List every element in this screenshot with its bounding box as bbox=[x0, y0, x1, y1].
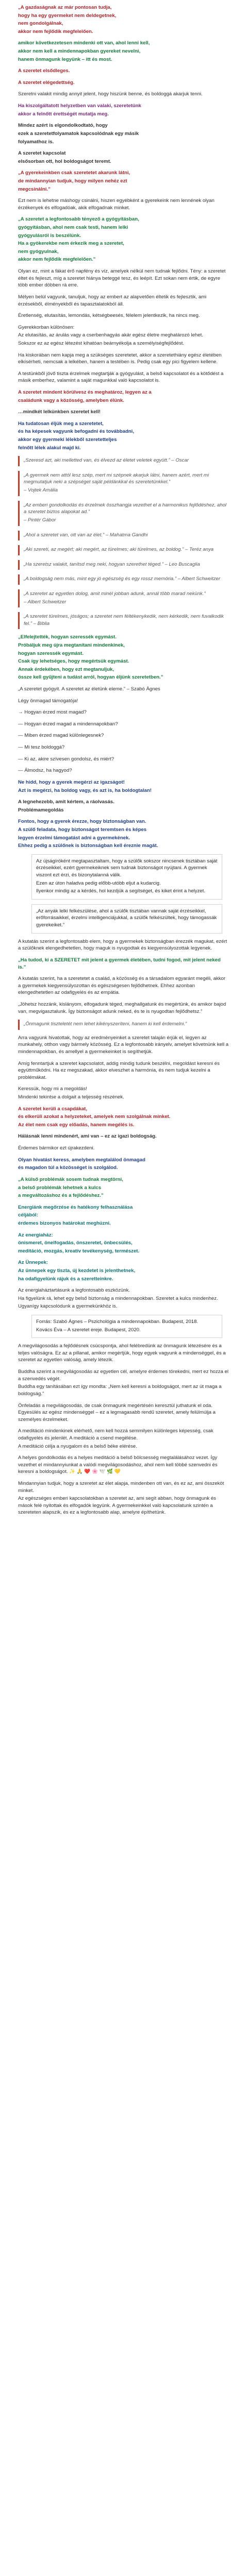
text-block-43 bbox=[18, 938, 229, 952]
text-block-63 bbox=[18, 1402, 229, 1423]
text-line: gyógyításban, ahol nem csak testi, hanem lelki bbox=[18, 225, 128, 231]
text-line: „A szeretet a legfontosabb tényező a gyógyításban, bbox=[18, 216, 139, 223]
text-line: de mindannyian tudjuk, hogy milyen nehéz ezt bbox=[18, 178, 127, 184]
text-line: akkor nem kell a mindennapokban gyereket nevelni, bbox=[18, 48, 141, 55]
text-line: Csak így lehetséges, hogy megértsük egymást. bbox=[18, 658, 129, 665]
text-line: Azt is megérzi, ha boldog vagy, és azt is, ha boldogtalan! bbox=[18, 787, 152, 793]
text-block-8 bbox=[18, 170, 229, 193]
text-line: Az ünnepek egy tiszta, új kezdetet is jelenthetnek, bbox=[18, 1268, 136, 1274]
text-block-6 bbox=[18, 122, 229, 145]
text-line: Ha a gyökerekbe nem érkezik meg a szeretet, bbox=[18, 241, 124, 247]
text-line: Olyan hivatást keress, amelyben megtalálod önmagad bbox=[18, 1157, 145, 1163]
text-line: „A gyerekeinkben csak szeretetet akarunk látni, bbox=[18, 170, 130, 176]
text-block-36 bbox=[18, 756, 229, 763]
text-block-17 bbox=[18, 389, 229, 404]
text-block-62 bbox=[18, 1368, 229, 1397]
text-line: érdemes bizonyos határokat meghúzni. bbox=[18, 1220, 111, 1226]
text-line: „Szeresd azt, aki melletted van, és élvezd az életet veletek együtt.” – Oscar bbox=[24, 457, 189, 464]
text-line: össze kell gyűjteni a tudást arról, hogyan éljünk szeretetben.” bbox=[18, 674, 163, 681]
text-block-10 bbox=[18, 216, 229, 263]
text-line: hogyan szeressék egymást. bbox=[18, 650, 84, 656]
text-block-25 bbox=[18, 560, 229, 570]
text-line: A szeretet kerüli a csapdákat, bbox=[18, 1106, 88, 1112]
text-line: gyógyulásról is beszélünk. bbox=[18, 232, 81, 239]
text-line: Az elutasítás, az árulás vagy a cserbenhagyás akár egész életre meghatározó lehet. bbox=[18, 332, 203, 338]
text-block-65 bbox=[18, 1454, 229, 1476]
text-line: – Albert Schweitzer bbox=[24, 599, 67, 605]
text-line: Olyan ez, mint a fákat érő napfény és víz, amelyek nélkül nem tudnak fejlődni. Tény: a szeretet éltet és fejleszt, míg a szeretet hiánya beteggé tesz, és leépít. Ezt sokan nem értik, de egyre több ember döbben rá erre. bbox=[18, 268, 226, 289]
text-block-14 bbox=[18, 324, 229, 347]
text-block-21 bbox=[18, 471, 229, 496]
text-line: Arra vagyunk hivatottak, hogy az eredményeinket a szeretet talaján érjük el, legyen az munkahely, otthon vagy bármely közösség. Ez a legfontosabb irányelv, amelyet követnünk kell a mindennapokban, és amellyel a gyermekeinket is segíthetjük. bbox=[18, 1035, 229, 1055]
text-block-55 bbox=[18, 1176, 229, 1199]
text-block-37 bbox=[18, 767, 229, 774]
text-line: Mindannyian tudjuk, hogy a szeretet az élet alapja, mindenben ott van, és ez az, ami összeköt minket. bbox=[18, 1481, 224, 1494]
text-line: Energiánk megőrzése és hatékony felhasználása bbox=[18, 1204, 133, 1210]
text-line: Az egészséges emberi kapcsolatokban a szeretet az, ami segít abban, hogy önmagunk és mások felé nyitottak és elfogadók legyünk. A gyermekeinkkel való kapcsolatunk szintén a szereteten alapszik, és ez a legfontosabb alap, amelyre építhetünk. bbox=[18, 1496, 216, 1516]
text-line: „Jöhetsz hozzánk, kislányom, elfogadunk téged, meghallgatunk és megértünk, és amikor bajod van, megvigasztalunk. Így biztonságot adunk neked, és te is nyugodtan fejlődhetsz.” bbox=[18, 1001, 226, 1014]
text-block-15 bbox=[18, 352, 229, 366]
text-line: és ha képesek vagyunk befogadni és továbbadni, bbox=[18, 429, 134, 435]
text-line: Buddha egy tanításában ezt így mondta: „Nem kell keresni a boldogságot, mert az út maga a boldogság.” bbox=[18, 1384, 222, 1397]
text-block-28 bbox=[18, 612, 229, 629]
text-line: A meditáció célja a nyugalom és a belső béke elérése. bbox=[18, 1443, 137, 1449]
text-line: A legnehezebb, amit kértem, a ráolvasás. bbox=[18, 799, 114, 805]
text-block-57 bbox=[18, 1232, 229, 1255]
text-line: ezek a szeretetfolyamatok kapcsolódnak egy másik bbox=[18, 130, 139, 137]
text-line: A szeretet elégedettség. bbox=[18, 79, 75, 86]
text-line: a megváltozáshoz és a fejlődéshez.” bbox=[18, 1193, 104, 1199]
text-block-20 bbox=[18, 456, 229, 466]
text-block-45 bbox=[18, 975, 229, 996]
text-line: Próbáljuk meg újra megtanítani mindenkinek, bbox=[18, 642, 125, 648]
text-line: „A gyermek nem attól lesz szép, mert mi szépnek akarjuk látni, hanem azért, mert mi megmutatjuk neki a szépséget saját példánkkal és szeretetünkkel.” bbox=[24, 472, 209, 485]
text-block-22 bbox=[18, 501, 229, 526]
text-line: — Miben érzed magad különlegesnek? bbox=[18, 733, 104, 739]
text-line: Érdemes bármikor ezt újrakezdeni. bbox=[18, 1145, 95, 1151]
text-block-60 bbox=[31, 1315, 222, 1338]
text-line: akkor egy gyermeki lélekből szeretetteljes bbox=[18, 437, 117, 443]
text-line: A kutatás szerint, ha a szeretetet a család, a közösség és a társadalom egyaránt megéli, akkor a gyermekek kiegyensúlyozottan és egészségesen fejlődhetnek. Ehhez azonban elengedhetetlen az odafigyelés és az empátia. bbox=[18, 976, 226, 996]
text-block-34 bbox=[18, 732, 229, 739]
text-line: és elkerüli azokat a helyzeteket, amelyek nem szolgálnak minket. bbox=[18, 1114, 171, 1120]
text-line: akkor nem fejlődik megfelelően.” bbox=[18, 257, 96, 263]
text-line: — Hogyan érzed magad a mindennapokban? bbox=[18, 721, 118, 727]
text-line: Ha kiszolgáltatott helyzetben van valaki, szeretetünk bbox=[18, 103, 141, 109]
text-line: „A gazdaságnak az már pontosan tudja, bbox=[18, 5, 112, 10]
text-line: meditáció, mozgás, kreatív tevékenység, természet. bbox=[18, 1248, 140, 1254]
text-line: Az újságíróként megtapasztaltam, hogy a szülők sokszor nincsenek tisztában saját érzéseikkel, ezért gyermekeiknek sem tudnak biztonságot nyújtani. A gyermek viszont ezt érzi, és bizonytalanná válik. bbox=[36, 858, 218, 878]
text-block-32 bbox=[18, 709, 229, 716]
text-line: — Ki az, akire szívesen gondolsz, és miért? bbox=[18, 756, 114, 762]
text-line: Légy önmagad támogatója! bbox=[18, 698, 78, 704]
text-block-7 bbox=[18, 150, 229, 165]
text-block-46 bbox=[18, 1001, 229, 1015]
text-block-44 bbox=[18, 957, 229, 971]
text-line: A szeretet kapcsolat bbox=[18, 150, 66, 157]
text-line: Gyerekkorban különösen: bbox=[18, 324, 75, 330]
text-block-39 bbox=[18, 799, 229, 814]
text-block-52 bbox=[18, 1133, 229, 1140]
text-block-27 bbox=[18, 589, 229, 607]
text-block-42 bbox=[31, 904, 222, 934]
text-line: Sokszor ez az egész létezést kihatóan beárnyékolja a személyiségfejlődést. bbox=[18, 340, 185, 346]
text-line: Annak érdekében, hogy ezt megtanuljuk, bbox=[18, 666, 114, 672]
text-line: Fontos, hogy a gyerek érezze, hogy biztonságban van. bbox=[18, 819, 146, 825]
text-line: Kovács Éva – A szeretet ereje. Budapest, 2020. bbox=[36, 1327, 141, 1333]
text-line: „A szeretet gyógyít. A szeretet az életünk eleme.” – Szabó Ágnes bbox=[18, 686, 160, 692]
text-line: Ne hidd, hogy a gyerek megérzi az igazságot! bbox=[18, 779, 125, 785]
text-line: hogy ha egy gyermeket nem deldegetnek, bbox=[18, 12, 117, 19]
text-line: Problémamegoldás bbox=[18, 807, 64, 813]
text-block-3 bbox=[18, 79, 229, 87]
text-line: amikor következetesen mindenki ott van, ahol lenni kell, bbox=[18, 40, 150, 46]
text-block-0 bbox=[18, 4, 229, 35]
text-line: családunk vagy a közösség, amelyben élünk. bbox=[18, 397, 124, 403]
text-block-35 bbox=[18, 744, 229, 751]
text-line: Keressük, hogy mi a megoldás! bbox=[18, 1086, 87, 1092]
text-block-66 bbox=[18, 1480, 229, 1516]
text-line: Mélyen belül vagyunk, tanuljuk, hogy az embert az alapvetően éltetik és fejlesztik, ami érzésekből, élményekből és tapasztalatokból áll. bbox=[18, 294, 207, 307]
text-line: Ha figyelünk rá, lehet egy belső biztonság a mindennapokban. Szeretet a kulcs mindenhez. bbox=[18, 1295, 218, 1301]
text-line: „Önmagunk tiszteletét nem lehet kikényszeríteni, hanem ki kell érdemelni.” bbox=[24, 1021, 187, 1027]
text-line: — Mi tesz boldoggá? bbox=[18, 744, 65, 751]
text-line: Buddha szerint a megvilágosodás az egyetlen cél, amelyre érdemes törekedni, mert ez hozza el a szenvedés végét. bbox=[18, 1369, 228, 1382]
text-line: és magadon túl a közösséget is szolgálod. bbox=[18, 1165, 118, 1171]
text-line: „A külső problémák sosem tudnak megtörni, bbox=[18, 1176, 123, 1182]
text-line: Az energiaház: bbox=[18, 1232, 53, 1238]
text-block-64 bbox=[18, 1428, 229, 1450]
text-line: „Aki szereti, az megért; aki megért, az türelmes; aki türelmes, az boldog.” – Teréz anya bbox=[24, 547, 214, 553]
text-line: Forrás: Szabó Ágnes – Pszichológia a mindennapokban. Budapest, 2018. bbox=[36, 1319, 199, 1325]
text-block-5 bbox=[18, 103, 229, 117]
text-line: A testünkből jövő tiszta érzelmek megtartják a gyógyulást, a belső kapcsolatot és a kötődést a másik emberhez, valamint a saját magunkkal való kapcsolatot is. bbox=[18, 370, 224, 384]
text-line: „Ahol a szeretet van, ott van az élet.” – Mahatma Gandhi bbox=[24, 532, 148, 538]
text-block-30 bbox=[18, 686, 229, 693]
text-line: A megvilágosodás a fejlődésnek csúcspontja, ahol felébredünk az önmagunk létezésére és a teljes valóságra. Ez az a pillanat, amikor megértjük, hogy egyek vagyunk a mindenséggel, és a szeretet az egyetlen valóság, amely létezik. bbox=[18, 1343, 226, 1363]
text-line: „A szeretet türelmes, jóságos; a szeretet nem féltékenykedik, nem kérkedik, nem fuvalkodik fel.” – Biblia bbox=[24, 614, 224, 626]
text-line: Ehhez pedig a szülőnek is biztonságban kell éreznie magát. bbox=[18, 843, 158, 849]
text-line: A szeretet mindent körülvesz és meghatároz, legyen az a bbox=[18, 389, 152, 395]
text-block-40 bbox=[18, 818, 229, 849]
text-line: „A boldogság nem más, mint egy jó egészség és egy rossz memória.” – Albert Schweitzer bbox=[24, 576, 221, 582]
text-line: „Elfelejtették, hogyan szeressék egymást. bbox=[18, 634, 117, 640]
text-line: A helyes gondolkodás és a helyes meditáció a belső bölcsesség megtalálásához vezet. Így vezethet el mindannyiunkat a valódi megvilágosodáshoz, ahol nem kell többé szenvedni és keresni a boldogságot. ✨ 🙏 ❤️ 🌸 🕊️ 🌿 💛 bbox=[18, 1455, 218, 1475]
text-line: legyen érzelmi támogatást adni a gyermekének. bbox=[18, 835, 130, 841]
text-line: a belső problémák lehetnek a kulcs bbox=[18, 1184, 102, 1191]
text-line: Az energiaháztartásunk a legfontosabb eszközünk. bbox=[18, 1287, 130, 1294]
text-block-29 bbox=[18, 634, 229, 681]
text-line: A szülő feladata, hogy biztonságot teremtsen és képes bbox=[18, 826, 147, 833]
text-line: akkor a felnőtt érettségét mutatja meg. bbox=[18, 111, 109, 117]
text-block-26 bbox=[18, 574, 229, 585]
text-line: „A szeretet az egyetlen dolog, amit minél jobban adunk, annál több marad nekünk.” bbox=[24, 590, 206, 597]
text-block-11 bbox=[18, 268, 229, 289]
text-block-54 bbox=[18, 1157, 229, 1172]
text-line: folyamathoz is. bbox=[18, 139, 54, 145]
text-block-33 bbox=[18, 721, 229, 728]
text-block-59 bbox=[18, 1287, 229, 1310]
text-line: Éretlenség, elutasítás, lemondás, kétségbeesés, félelem jelentkezik, ha nincs meg. bbox=[18, 313, 200, 319]
text-block-53 bbox=[18, 1145, 229, 1152]
text-line: Hálásnak lenni mindenért, ami van – ez az igazi boldogság. bbox=[18, 1133, 157, 1140]
text-block-47 bbox=[18, 1020, 229, 1030]
text-line: Az élet nem csak egy előadás, hanem megélés is. bbox=[18, 1122, 135, 1128]
text-line: Mindez azért is elgondolkodtató, hogy bbox=[18, 123, 108, 129]
text-line: önismeret, önelfogadás, önszeretet, önbecsülés, bbox=[18, 1240, 133, 1246]
text-line: Ilyenkor mindig az a kérdés, hol kezdjük a segítséget, és kiket érint a helyzet. bbox=[36, 888, 205, 894]
text-block-31 bbox=[18, 698, 229, 705]
text-block-58 bbox=[18, 1259, 229, 1282]
text-line: — Álmodsz, ha hagyod? bbox=[18, 768, 72, 774]
text-line: A kutatás szerint a legfontosabb elem, hogy a gyermekek biztonságban érezzék magukat, ezért a szülőknek elengedhetetlen, hogy maguk is nyugodtak és kiegyensúlyozottak legyenek. bbox=[18, 938, 227, 952]
text-line: Amíg fenntartjuk a szeretet kapcsolatot, addig mindig tudunk beszélni, megoldást keresni és együttműködni. Ha ez megszakad, akkor elveszhet a harmónia, és nem tudjuk kezelni a problémákat. bbox=[18, 1060, 220, 1080]
text-line: „Ha tudod, ki a SZERETET mit jelent a gyermek életében, tudni fogod, mit jelent neked is.” bbox=[18, 957, 221, 970]
text-line: céljából: bbox=[18, 1212, 38, 1218]
text-line: Az Ünnepek: bbox=[18, 1260, 48, 1266]
text-block-1 bbox=[18, 40, 229, 63]
text-line: …mindkét lelkünkben szeretet kell! bbox=[18, 409, 101, 415]
text-block-41 bbox=[31, 854, 222, 900]
text-block-38 bbox=[18, 779, 229, 794]
text-line: Ezt nem is lehetne máshogy csinálni, hiszen egyébként a gyerekeink nem lennének olyan érzékenyek és elfogadóak, akik elfogadnak minket. bbox=[18, 198, 215, 211]
text-block-9 bbox=[18, 197, 229, 211]
text-block-13 bbox=[18, 312, 229, 319]
text-line: felnőtt lélek alakul majd ki. bbox=[18, 445, 81, 451]
text-block-50 bbox=[18, 1086, 229, 1100]
text-line: elsősorban ott, hol boldogságot teremt. bbox=[18, 158, 111, 164]
text-block-49 bbox=[18, 1060, 229, 1081]
text-block-19 bbox=[18, 420, 229, 451]
text-line: A szeretet elsődleges. bbox=[18, 68, 70, 74]
text-line: „Az emberi gondolkodás és érzelmek összhangja vezethet el a harmonikus fejlődéshez, ahol a szeretet biztos alapokat ad.” bbox=[24, 502, 227, 515]
text-block-48 bbox=[18, 1035, 229, 1056]
text-line: → Hogyan érzed most magad? bbox=[18, 709, 87, 716]
text-block-12 bbox=[18, 294, 229, 308]
text-block-4 bbox=[18, 91, 229, 98]
text-block-61 bbox=[18, 1343, 229, 1364]
text-block-18 bbox=[18, 409, 229, 416]
text-line: nem gyógyulnak, bbox=[18, 248, 59, 255]
text-block-16 bbox=[18, 370, 229, 384]
text-line: „Ha szeretsz valakit, tanítsd meg neki, hogyan szerethet téged.” – Leo Buscaglia bbox=[24, 561, 200, 567]
text-line: Ha tudatosan éljük meg a szeretetet, bbox=[18, 420, 104, 427]
text-line: Szeretni valakit mindig annyit jelent, hogy hiszünk benne, és boldoggá akarjuk tenni. bbox=[18, 91, 203, 97]
text-line: hanem önmagunk legyünk – itt és most. bbox=[18, 56, 112, 62]
text-line: Ezen az úton haladva pedig előbb-utóbb eljut a kudarcig. bbox=[36, 880, 161, 886]
text-line: ha odafigyelünk rájuk és a szeretteinkre. bbox=[18, 1276, 113, 1282]
text-line: Ugyanígy kapcsolódunk a gyermekünkhöz is. bbox=[18, 1303, 118, 1310]
text-line: Önfeladás a megvilágosodás, de csak önmagunk megértésén keresztül juthatunk el oda. Egyesülés az egész mindenséggel – ez a legmagasabb rendű szeretet, amely felülmúlja a személyes érzelmeket. bbox=[18, 1402, 216, 1422]
text-line: A meditáció mindenkinek elérhető, nem kell hozzá semmilyen különleges képesség, csak odafigyelés és jelenlét. A meditáció a csend megélése. bbox=[18, 1428, 213, 1441]
text-line: akkor nem fejlődik megfelelően. bbox=[18, 28, 93, 35]
text-line: Mindenki tekintse a dolgait a teljesség részének. bbox=[18, 1094, 124, 1100]
text-block-51 bbox=[18, 1106, 229, 1129]
text-line: „Az anyák lelki felkészülése, ahol a szülők tisztában vannak saját érzéseikkel, erőforrásaikkel, érzelmi intelligenciájukkal, a szülők felkészültek, hogy támogassák gyerekeiket.” bbox=[36, 908, 217, 928]
text-block-2 bbox=[18, 67, 229, 75]
text-block-56 bbox=[18, 1204, 229, 1227]
text-line: megcsinálni.” bbox=[18, 186, 51, 192]
text-line: – Vojtek Amália bbox=[24, 487, 58, 494]
text-block-24 bbox=[18, 545, 229, 555]
text-line: – Pintér Gábor bbox=[24, 517, 56, 523]
text-block-23 bbox=[18, 531, 229, 541]
text-line: nem gondolgálnak, bbox=[18, 21, 63, 27]
text-line: Ha kiskorában nem kapja meg a szükséges szeretetet, akkor a szeretethiány egész életében elkísérheti, nemcsak a lelkében, hanem a testében is. Pedig csak egy pici figyelem kellene. bbox=[18, 352, 222, 365]
